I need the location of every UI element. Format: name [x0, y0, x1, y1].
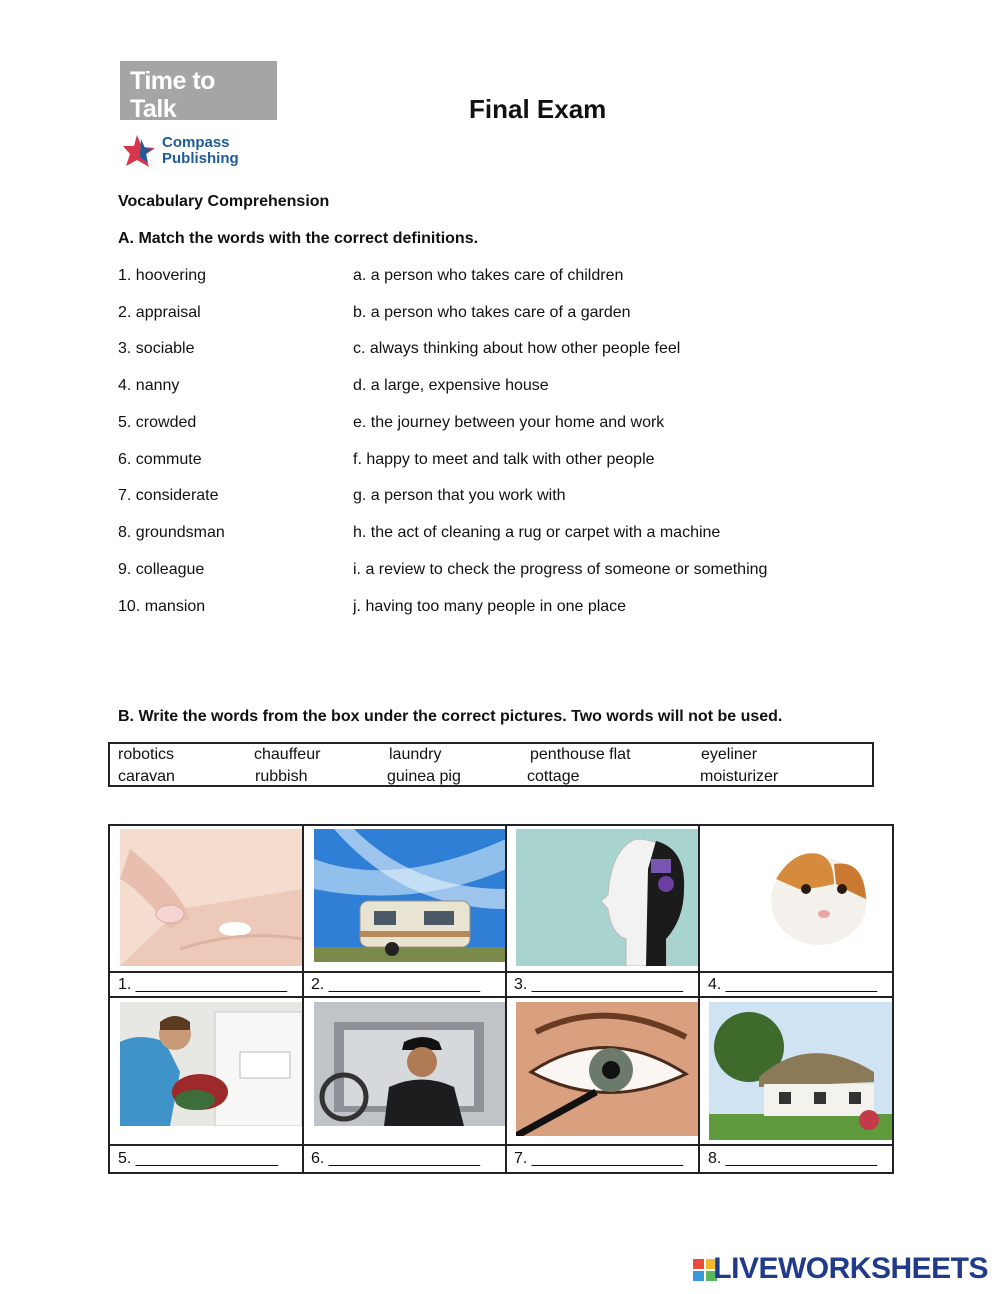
grid-divider [108, 1144, 894, 1146]
match-row [0, 561, 1000, 581]
match-row [0, 598, 1000, 618]
box-word: moisturizer [700, 768, 779, 785]
box-word: rubbish [255, 768, 308, 785]
match-word: 10. mansion [118, 598, 206, 615]
match-word: 9. colleague [118, 561, 205, 578]
grid-border [108, 824, 894, 1174]
box-word: cottage [527, 768, 580, 785]
match-definition: b. a person who takes care of a garden [353, 304, 631, 321]
box-word: eyeliner [701, 746, 758, 763]
time-to-talk-logo [120, 61, 277, 132]
match-row [0, 340, 1000, 360]
grid-divider [698, 824, 700, 1174]
answer-blank[interactable]: 1. _________________ [118, 976, 288, 993]
match-row [0, 377, 1000, 397]
match-definition: g. a person that you work with [353, 487, 566, 504]
answer-blank[interactable]: 5. ________________ [118, 1150, 279, 1167]
answer-blank[interactable]: 2. _________________ [311, 976, 481, 993]
grid-divider [302, 824, 304, 1174]
grid-divider [505, 824, 507, 1174]
picture-grid [108, 824, 894, 1174]
match-word: 1. hoovering [118, 267, 207, 284]
grid-divider [108, 996, 894, 998]
match-row [0, 451, 1000, 471]
box-word: robotics [118, 746, 175, 763]
grid-divider [108, 971, 894, 973]
publisher-name [162, 135, 239, 167]
match-row [0, 524, 1000, 544]
match-row [0, 487, 1000, 507]
publisher-line1: Compass [162, 134, 230, 151]
logo-subtitle: 21st Century Communication Skills [130, 123, 255, 132]
publisher-line2: Publishing [162, 150, 239, 167]
liveworksheets-brand: LIVEWORKSHEETS [713, 1252, 988, 1285]
answer-blank[interactable]: 3. _________________ [514, 976, 684, 993]
match-definition: i. a review to check the progress of someone or something [353, 561, 768, 578]
part-a-instruction: A. Match the words with the correct definitions. [118, 230, 479, 247]
match-definition: a. a person who takes care of children [353, 267, 624, 284]
answer-blank[interactable]: 4. _________________ [708, 976, 878, 993]
answer-blank[interactable]: 8. _________________ [708, 1150, 878, 1167]
word-box [108, 742, 874, 787]
match-definition: h. the act of cleaning a rug or carpet with a machine [353, 524, 721, 541]
match-definition: f. happy to meet and talk with other people [353, 451, 655, 468]
match-word: 4. nanny [118, 377, 180, 394]
match-word: 2. appraisal [118, 304, 201, 321]
box-word: chauffeur [254, 746, 321, 763]
match-row [0, 304, 1000, 324]
match-definition: e. the journey between your home and work [353, 414, 665, 431]
box-word: laundry [389, 746, 442, 763]
box-word: penthouse flat [530, 746, 631, 763]
match-definition: d. a large, expensive house [353, 377, 549, 394]
match-word: 5. crowded [118, 414, 197, 431]
page-title: Final Exam [469, 94, 607, 124]
match-word: 3. sociable [118, 340, 195, 357]
box-word: guinea pig [387, 768, 461, 785]
match-row [0, 267, 1000, 287]
match-word: 8. groundsman [118, 524, 225, 541]
match-word: 6. commute [118, 451, 202, 468]
box-word: caravan [118, 768, 175, 785]
part-b-instruction: B. Write the words from the box under the correct pictures. Two words will not be used. [118, 708, 783, 725]
match-definition: c. always thinking about how other people feel [353, 340, 681, 357]
section-title: Vocabulary Comprehension [118, 193, 330, 210]
logo-title: Time to Talk [130, 67, 215, 123]
match-word: 7. considerate [118, 487, 219, 504]
match-definition: j. having too many people in one place [353, 598, 627, 615]
answer-blank[interactable]: 7. _________________ [514, 1150, 684, 1167]
answer-blank[interactable]: 6. _________________ [311, 1150, 481, 1167]
match-row [0, 414, 1000, 434]
